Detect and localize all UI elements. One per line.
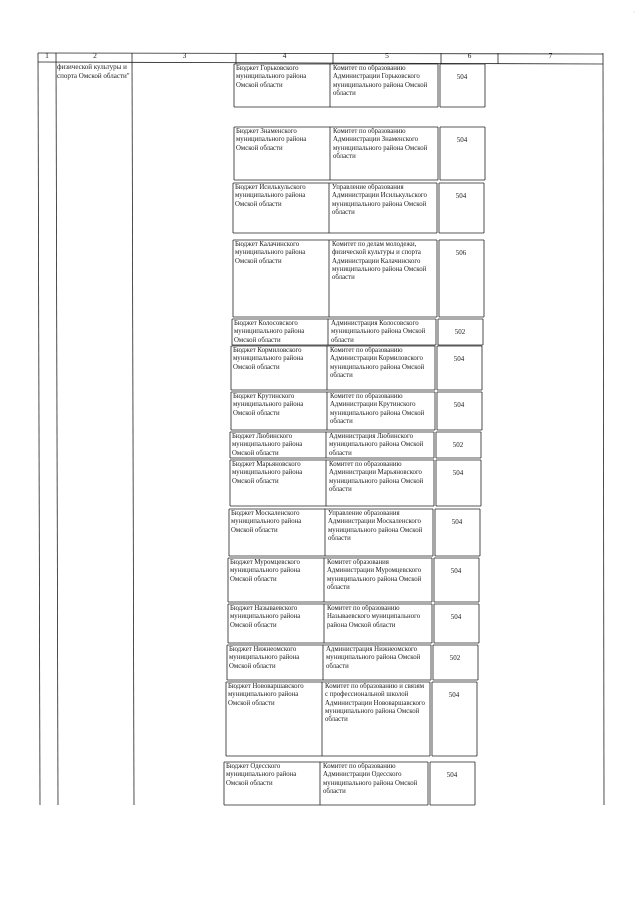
code-cell: 504	[452, 469, 464, 477]
admin-cell: Комитет по образованию Администрации Одесского муниципального района Омской области	[323, 763, 418, 795]
budget-cell: Бюджет Муромцевского муниципального района Омской области	[230, 559, 301, 583]
budget-cell: Бюджет Называевского муниципального района Омской области	[230, 605, 301, 629]
budget-cell: Бюджет Кормиловского муниципального района Омской области	[233, 347, 304, 371]
admin-cell: Комитет образования Администрации Муромцевского муниципального района Омской области	[327, 559, 422, 591]
budget-cell: Бюджет Исилькульского муниципального района Омской области	[235, 184, 306, 208]
continuation-text: физической культуры и спорта Омской области"	[57, 63, 130, 80]
admin-cell: Комитет по делам молодежи, физической культуры и спорта Администрации Калачинского муниципального района Омской области	[332, 241, 427, 282]
code-cell: 504	[451, 518, 463, 526]
budget-cell: Бюджет Знаменского муниципального района Омской области	[236, 128, 307, 152]
code-cell: 506	[455, 249, 467, 257]
code-cell: 504	[456, 73, 468, 81]
admin-cell: Комитет по образованию и связям с профессиональной школой Администрации Нововаршавского муниципального района Омской области	[325, 683, 425, 724]
code-cell: 504	[450, 613, 462, 621]
code-cell: 502	[454, 328, 466, 336]
admin-cell: Управление образования Администрации Исилькульского муниципального района Омской области	[332, 184, 427, 216]
code-cell: 504	[448, 691, 460, 699]
code-cell: 504	[450, 567, 462, 575]
code-cell: 502	[452, 441, 464, 449]
budget-cell: Бюджет Горьковского муниципального района Омской области	[236, 65, 307, 89]
admin-cell: Комитет по образованию Называевского муниципального района Омской области	[327, 605, 421, 629]
budget-cell: Бюджет Любинского муниципального района Омской области	[232, 433, 303, 457]
budget-cell: Бюджет Нововаршавского муниципального района Омской области	[228, 683, 304, 707]
admin-cell: Администрация Нижнеомского муниципального района Омской области	[326, 646, 421, 670]
code-cell: 502	[449, 654, 461, 662]
header-col-2: 2	[93, 51, 97, 60]
scan-mark: ·	[633, 10, 635, 16]
budget-cell: Бюджет Крутинского муниципального района Омской области	[233, 393, 304, 417]
budget-cell: Бюджет Марьяновского муниципального района Омской области	[232, 461, 303, 485]
header-col-3: 3	[182, 51, 187, 60]
admin-cell: Комитет по образованию Администрации Горьковского муниципального района Омской области	[333, 65, 428, 97]
code-cell: 504	[453, 355, 465, 363]
header-col-5: 5	[385, 51, 389, 60]
header-col-7: 7	[548, 51, 553, 60]
budget-cell: Бюджет Нижнеомского муниципального района Омской области	[229, 646, 300, 670]
header-col-6: 6	[467, 51, 472, 60]
budget-cell: Бюджет Колосовского муниципального района Омской области	[234, 320, 305, 344]
admin-cell: Комитет по образованию Администрации Крутинского муниципального района Омской области	[330, 393, 425, 425]
admin-cell: Администрация Колосовского муниципального района Омской области	[331, 320, 426, 344]
code-cell: 504	[456, 136, 468, 144]
budget-cell: Бюджет Калачинского муниципального района Омской области	[235, 241, 306, 265]
admin-cell: Комитет по образованию Администрации Знаменского муниципального района Омской области	[333, 128, 428, 160]
budget-cell: Бюджет Москаленского муниципального района Омской области	[231, 510, 302, 534]
code-cell: 504	[446, 771, 458, 779]
admin-cell: Комитет по образованию Администрации Марьяновского муниципального района Омской области	[329, 461, 424, 493]
code-cell: 504	[455, 192, 467, 200]
header-col-4: 4	[282, 51, 287, 60]
budget-cell: Бюджет Одесского муниципального района Омской области	[226, 763, 297, 787]
admin-cell: Комитет по образованию Администрации Кормиловского муниципального района Омской области	[330, 347, 425, 379]
admin-cell: Управление образования Администрации Москаленского муниципального района Омской области	[328, 510, 423, 542]
code-cell: 504	[453, 401, 465, 409]
admin-cell: Администрация Любинского муниципального района Омской области	[329, 433, 424, 457]
header-col-1: 1	[45, 51, 49, 60]
